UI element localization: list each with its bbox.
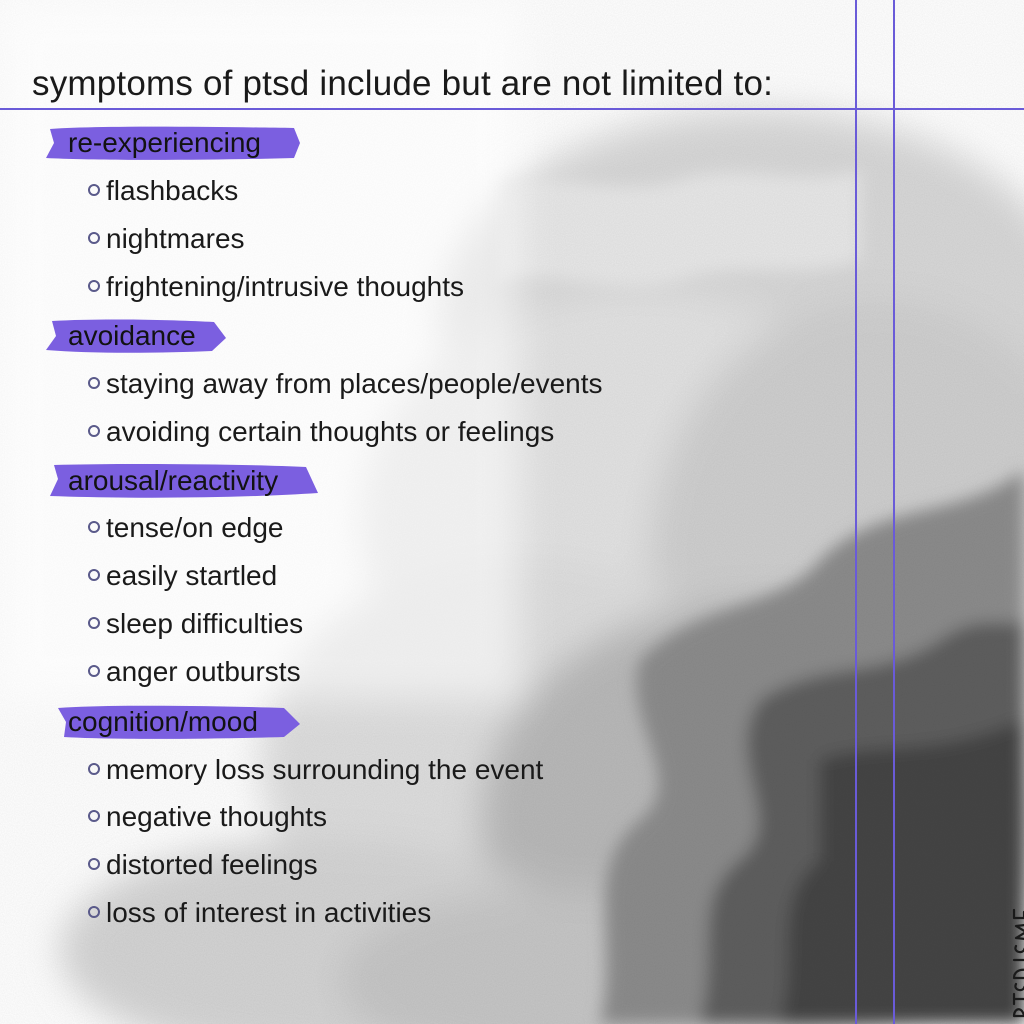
list-item bbox=[88, 896, 431, 930]
list-item-label: anger outbursts bbox=[106, 656, 301, 687]
bullet-icon bbox=[88, 810, 100, 822]
signature-logo bbox=[984, 900, 1024, 1020]
bullet-icon bbox=[88, 906, 100, 918]
bullet-icon bbox=[88, 665, 100, 677]
list-item-label: avoiding certain thoughts or feelings bbox=[106, 416, 555, 447]
section-heading-re-experiencing bbox=[44, 123, 261, 163]
list-item-label: nightmares bbox=[106, 223, 245, 254]
list-item-label: easily startled bbox=[106, 560, 278, 591]
list-item-label: memory loss surrounding the event bbox=[106, 754, 544, 785]
page-title: symptoms of ptsd include but are not limited to: bbox=[32, 64, 774, 103]
section-heading-label: cognition/mood bbox=[68, 706, 258, 737]
list-item-label: flashbacks bbox=[106, 175, 239, 206]
section-heading-avoidance bbox=[44, 316, 196, 356]
section-heading-label: arousal/reactivity bbox=[68, 465, 279, 496]
bullet-icon bbox=[88, 569, 100, 581]
bullet-icon bbox=[88, 184, 100, 196]
section-heading-arousal-reactivity bbox=[44, 461, 278, 501]
bullet-icon bbox=[88, 280, 100, 292]
list-item bbox=[88, 848, 318, 882]
list-item bbox=[88, 174, 238, 208]
list-item bbox=[88, 511, 284, 545]
bullet-icon bbox=[88, 763, 100, 775]
section-heading-label: re-experiencing bbox=[68, 127, 261, 158]
list-item bbox=[88, 415, 554, 449]
section-heading-label: avoidance bbox=[68, 320, 196, 351]
list-item bbox=[88, 367, 603, 401]
list-item bbox=[88, 800, 327, 834]
bullet-icon bbox=[88, 377, 100, 389]
bullet-icon bbox=[88, 617, 100, 629]
list-item bbox=[88, 607, 303, 641]
list-item-label: loss of interest in activities bbox=[106, 897, 432, 928]
list-item-label: sleep difficulties bbox=[106, 608, 304, 639]
list-item bbox=[88, 753, 543, 787]
list-item bbox=[88, 559, 277, 593]
bullet-icon bbox=[88, 425, 100, 437]
list-item-label: frightening/intrusive thoughts bbox=[106, 271, 464, 302]
list-item bbox=[88, 222, 245, 256]
list-item-label: negative thoughts bbox=[106, 801, 328, 832]
list-item-label: staying away from places/people/events bbox=[106, 368, 603, 399]
list-item-label: distorted feelings bbox=[106, 849, 318, 880]
section-heading-cognition-mood bbox=[44, 702, 258, 742]
list-item-label: tense/on edge bbox=[106, 512, 284, 543]
bullet-icon bbox=[88, 858, 100, 870]
bullet-icon bbox=[88, 232, 100, 244]
bullet-icon bbox=[88, 521, 100, 533]
list-item bbox=[88, 270, 464, 304]
list-item bbox=[88, 655, 301, 689]
